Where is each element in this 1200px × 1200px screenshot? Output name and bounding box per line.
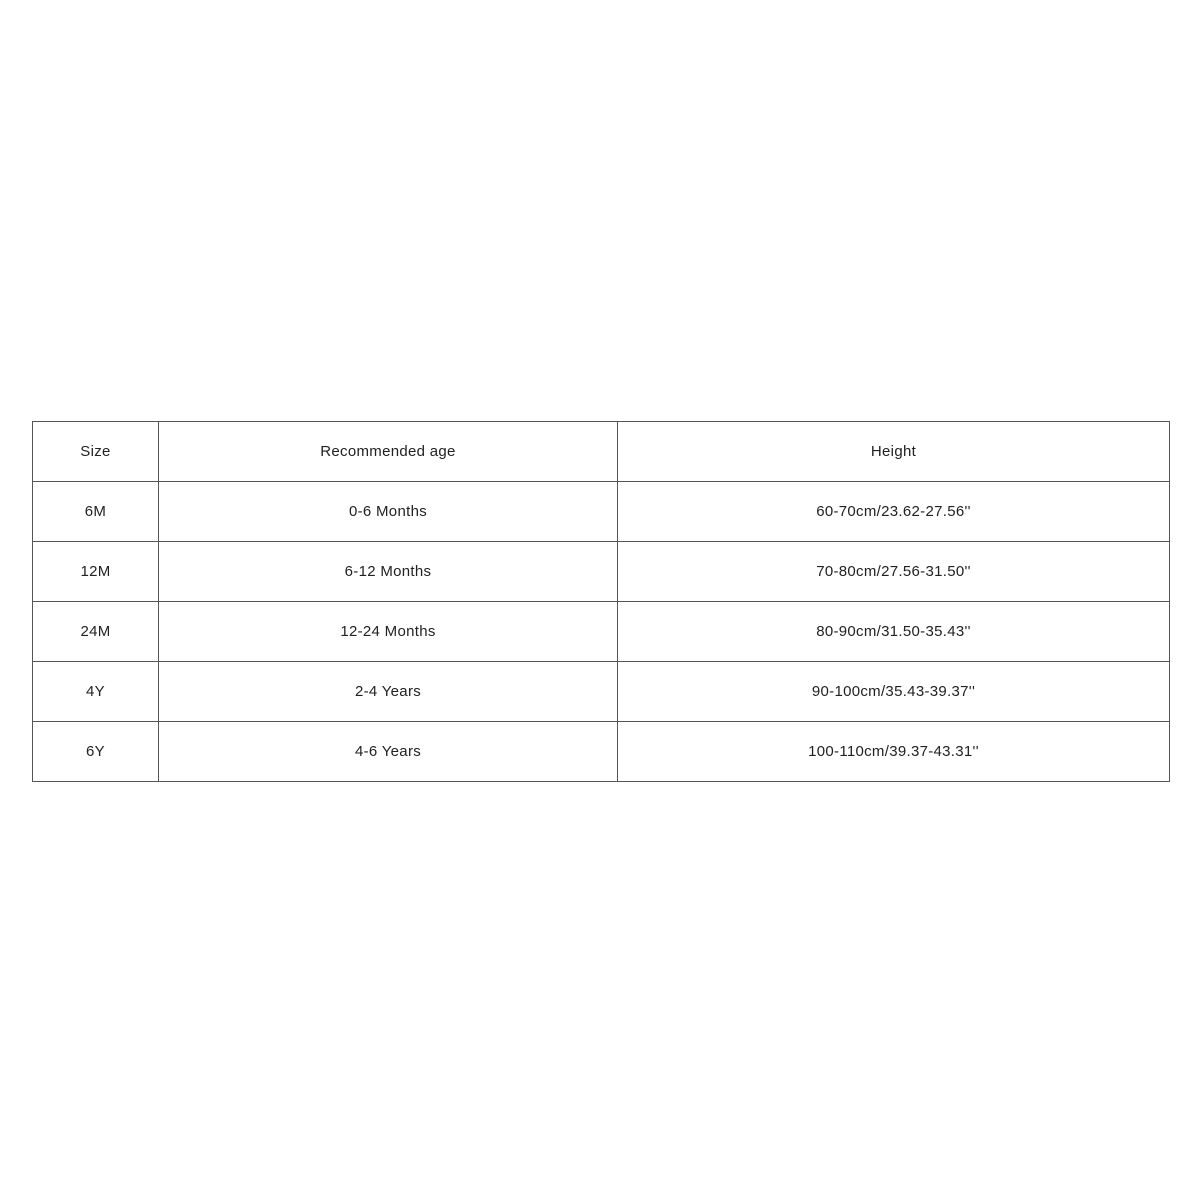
header-recommended-age: Recommended age — [159, 422, 618, 482]
table-row — [33, 602, 1170, 662]
cell-size: 6M — [33, 482, 159, 542]
table-row — [33, 482, 1170, 542]
cell-age: 4-6 Years — [159, 722, 618, 782]
size-chart-table — [32, 421, 1170, 782]
table-row — [33, 662, 1170, 722]
cell-age: 12-24 Months — [159, 602, 618, 662]
header-height: Height — [618, 422, 1170, 482]
table-header-row — [33, 422, 1170, 482]
table-row — [33, 722, 1170, 782]
cell-height: 70-80cm/27.56-31.50'' — [618, 542, 1170, 602]
cell-size: 24M — [33, 602, 159, 662]
header-size: Size — [33, 422, 159, 482]
cell-age: 2-4 Years — [159, 662, 618, 722]
cell-size: 12M — [33, 542, 159, 602]
cell-height: 100-110cm/39.37-43.31'' — [618, 722, 1170, 782]
cell-size: 6Y — [33, 722, 159, 782]
cell-height: 90-100cm/35.43-39.37'' — [618, 662, 1170, 722]
cell-height: 80-90cm/31.50-35.43'' — [618, 602, 1170, 662]
cell-size: 4Y — [33, 662, 159, 722]
cell-age: 6-12 Months — [159, 542, 618, 602]
table-row — [33, 542, 1170, 602]
cell-height: 60-70cm/23.62-27.56'' — [618, 482, 1170, 542]
cell-age: 0-6 Months — [159, 482, 618, 542]
